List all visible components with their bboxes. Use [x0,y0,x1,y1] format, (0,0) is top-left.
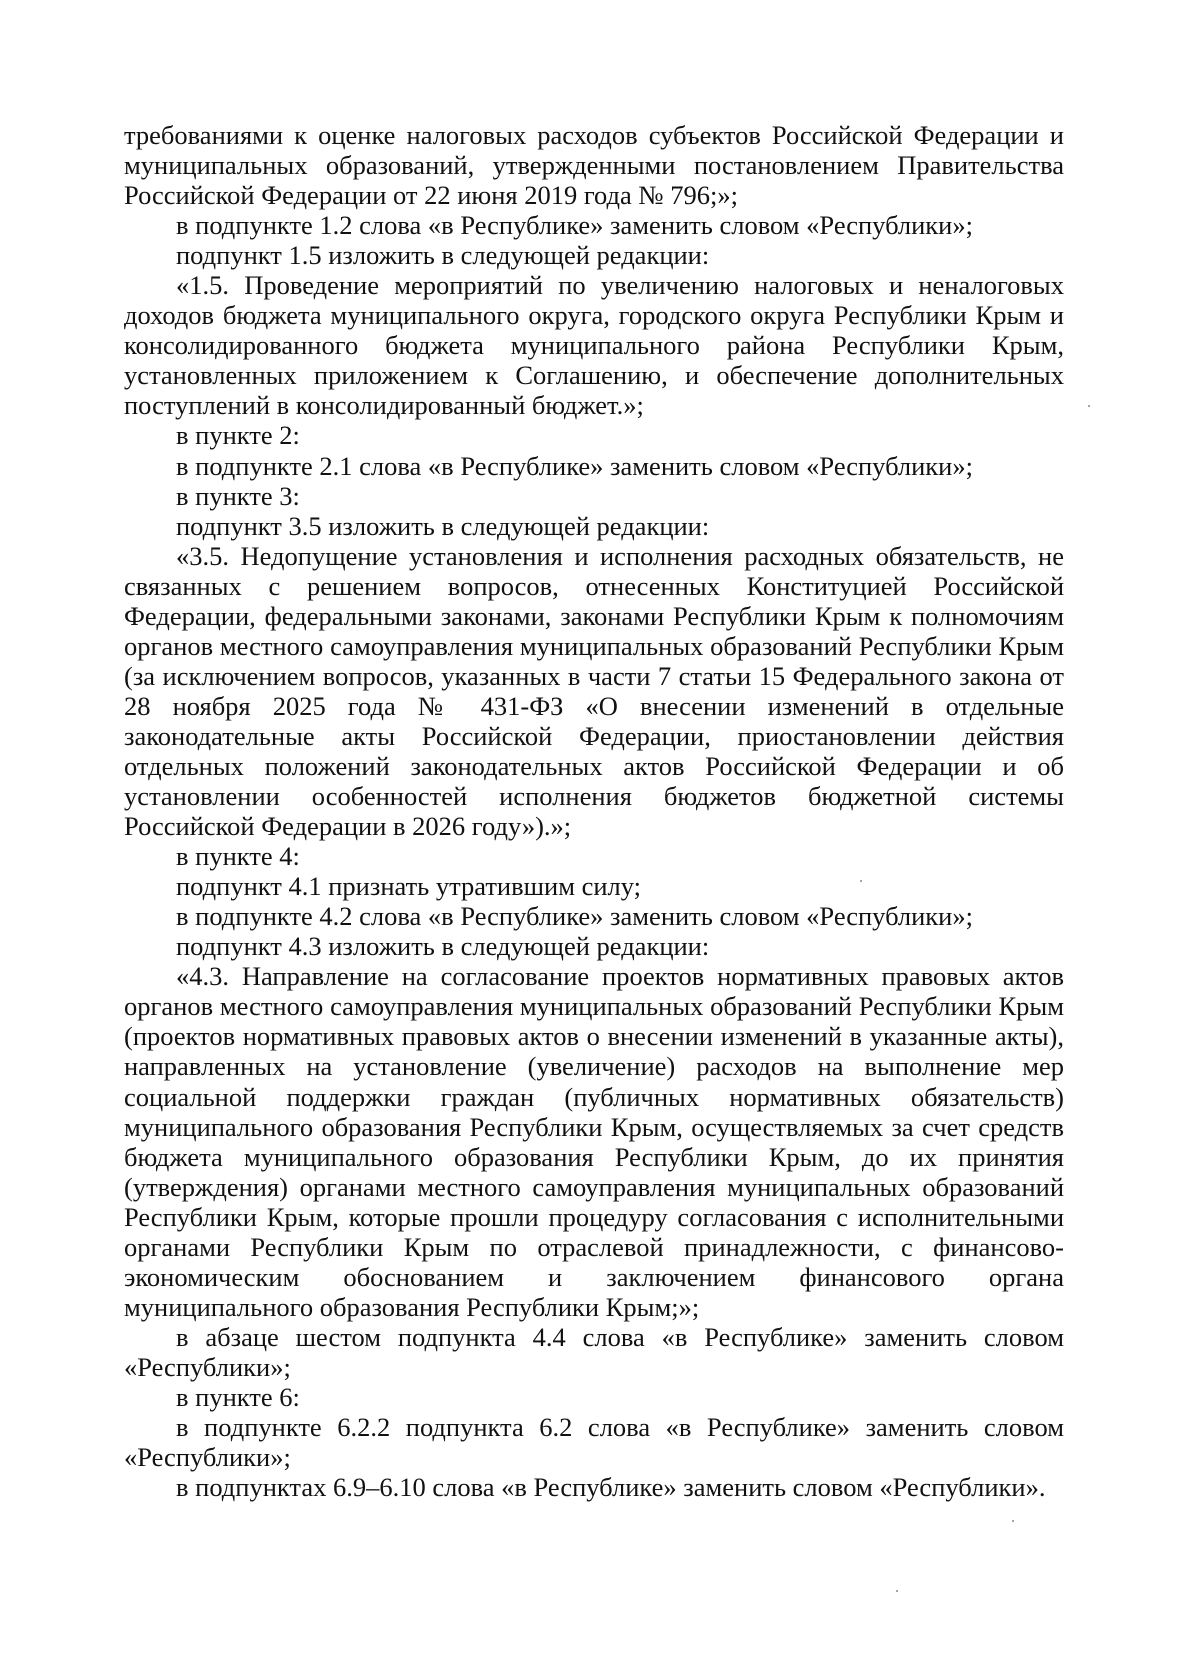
paragraph-4-4-amendment: в абзаце шестом подпункта 4.4 слова «в Республике» заменить словом «Республики»; [124,1321,1064,1382]
paragraph-4-3-intro: подпункт 4.3 изложить в следующей редакции: [176,931,710,962]
paragraph-3-5-text: «3.5. Недопущение установления и исполнения расходных обязательств, не связанных с решением вопросов, отнесенных Конституцией Российской Федерации, федеральными законами, законами Республики Крым к полномочиям органов местного самоуправления муниципальных образований Республики Крым (за исключением вопросов, указанных в части 7 статьи 15 Федерального закона от 28 ноября 2025 года № 431-ФЗ «О внесении изменений в отдельные законодательные акты Российской Федерации, приостановлении действия отдельных положений законодательных актов Российской Федерации и об установлении особенностей исполнения бюджетов бюджетной системы Российской Федерации в 2026 году»).»; [124,540,1064,842]
paragraph-3-5-intro: подпункт 3.5 изложить в следующей редакции: [176,510,710,541]
paragraph-6-9-amendment: в подпунктах 6.9–6.10 слова «в Республике» заменить словом «Республики». [176,1472,1046,1503]
paragraph-1-5-intro: подпункт 1.5 изложить в следующей редакции: [176,240,710,271]
paragraph-point-3: в пункте 3: [176,480,300,511]
paragraph-2-1-amendment: в подпункте 2.1 слова «в Республике» заменить словом «Республики»; [176,450,973,481]
paragraph-1-2-amendment: в подпункте 1.2 слова «в Республике» заменить словом «Республики»; [176,210,973,241]
paragraph-4-2-amendment: в подпункте 4.2 слова «в Республике» заменить словом «Республики»; [176,901,973,932]
paragraph-continuation: требованиями к оценке налоговых расходов субъектов Российской Федерации и муниципальных образований, утвержденными постановлением Правительства Российской Федерации от 22 июня 2019 года № 796;»; [124,120,1064,211]
paragraph-point-2: в пункте 2: [176,420,300,451]
paragraph-4-1-repeal: подпункт 4.1 признать утратившим силу; [176,871,642,902]
paragraph-point-6: в пункте 6: [176,1381,300,1412]
paragraph-point-4: в пункте 4: [176,841,300,872]
document-text [124,120,1064,1502]
paragraph-1-5-text: «1.5. Проведение мероприятий по увеличению налоговых и неналоговых доходов бюджета муниципального округа, городского округа Республики Крым и консолидированного бюджета муниципального района Республики Крым, установленных приложением к Соглашению, и обеспечение дополнительных поступлений в консолидированный бюджет.»; [124,270,1064,421]
paragraph-4-3-text: «4.3. Направление на согласование проектов нормативных правовых актов органов местного самоуправления муниципальных образований Республики Крым (проектов нормативных правовых актов о внесении изменений в указанные акты), направленных на установление (увеличение) расходов на выполнение мер социальной поддержки граждан (публичных нормативных обязательств) муниципального образования Республики Крым, осуществляемых за счет средств бюджета муниципального образования Республики Крым, до их принятия (утверждения) органами местного самоуправления муниципальных образований Республики Крым, которые прошли процедуру согласования с исполнительными органами Республики Крым по отраслевой принадлежности, с финансово-экономическим обоснованием и заключением финансового органа муниципального образования Республики Крым;»; [124,961,1064,1322]
paragraph-6-2-2-amendment: в подпункте 6.2.2 подпункта 6.2 слова «в Республике» заменить словом «Республики»; [124,1412,1064,1473]
